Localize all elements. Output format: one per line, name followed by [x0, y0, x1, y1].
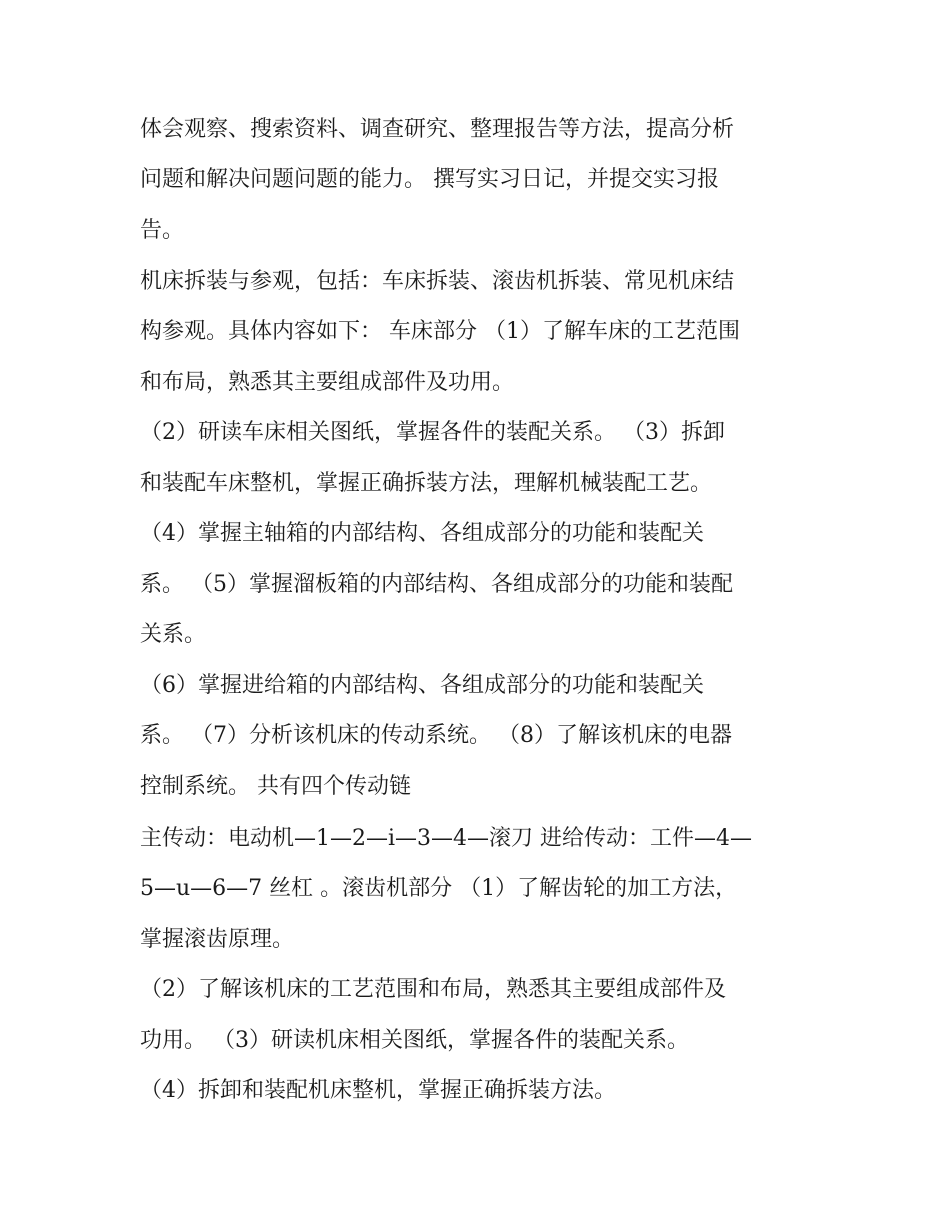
text-line-2: 问题和解决问题问题的能力。 撰写实习日记，并提交实习报	[140, 167, 719, 192]
text-line-18: （2）了解该机床的工艺范围和布局，熟悉其主要组成部件及	[140, 977, 726, 1002]
text-line-13: 系。 （7）分析该机床的传动系统。 （8）了解该机床的电器	[140, 723, 732, 748]
text-line-20: （4）拆卸和装配机床整机，掌握正确拆装方法。	[140, 1078, 616, 1103]
text-line-5: 构参观。具体内容如下： 车床部分 （1）了解车床的工艺范围	[140, 319, 740, 344]
text-line-19: 功用。 （3）研读机床相关图纸，掌握各件的装配关系。	[140, 1028, 689, 1053]
text-line-17: 掌握滚齿原理。	[140, 927, 295, 952]
text-line-10: 系。 （5）掌握溜板箱的内部结构、各组成部分的功能和装配	[140, 572, 733, 597]
text-line-3: 告。	[140, 218, 185, 243]
text-line-14: 控制系统。 共有四个传动链	[140, 774, 411, 799]
text-line-1: 体会观察、搜索资料、调查研究、整理报告等方法，提高分析	[140, 117, 735, 142]
text-line-4: 机床拆装与参观，包括：车床拆装、滚齿机拆装、常见机床结	[140, 269, 735, 294]
text-line-12: （6）掌握进给箱的内部结构、各组成部分的功能和装配关	[140, 673, 704, 698]
text-line-11: 关系。	[140, 622, 207, 647]
text-line-8: 和装配车床整机，掌握正确拆装方法，理解机械装配工艺。	[140, 471, 713, 496]
text-line-15: 主传动：电动机—1—2—i—3—4—滚刀 进给传动：工件—4—	[140, 826, 753, 851]
text-line-6: 和布局，熟悉其主要组成部件及功用。	[140, 370, 515, 395]
text-line-16: 5—u—6—7 丝杠 。滚齿机部分 （1）了解齿轮的加工方法，	[140, 876, 738, 901]
text-line-9: （4）掌握主轴箱的内部结构、各组成部分的功能和装配关	[140, 521, 704, 546]
text-line-7: （2）研读车床相关图纸，掌握各件的装配关系。 （3）拆卸	[140, 420, 725, 445]
